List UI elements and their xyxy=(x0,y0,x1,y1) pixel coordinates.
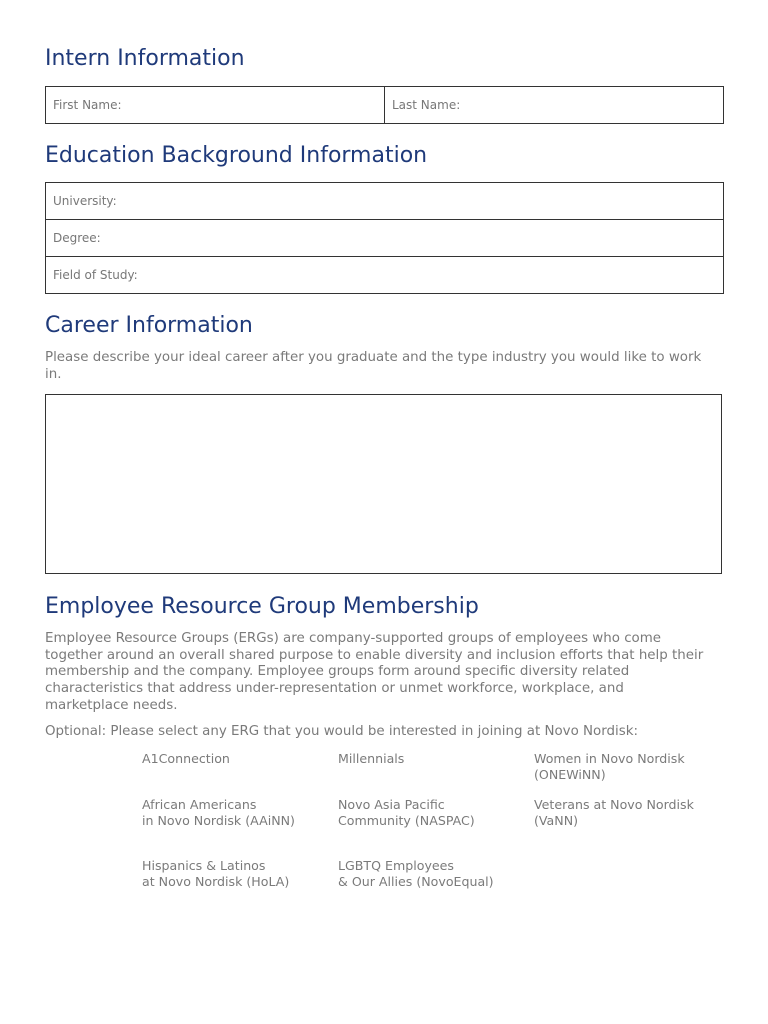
education-heading: Education Background Information xyxy=(45,143,428,168)
erg-option-naspac[interactable] xyxy=(338,797,528,829)
career-heading: Career Information xyxy=(45,313,253,338)
degree-field[interactable] xyxy=(46,220,723,256)
erg-heading: Employee Resource Group Membership xyxy=(45,594,479,619)
erg-option-label-line1: Hispanics & Latinos xyxy=(142,858,266,873)
erg-option-label-line1: African Americans xyxy=(142,797,257,812)
erg-option-label-line1: Women in Novo Nordisk xyxy=(534,751,685,766)
erg-option-label-line1: A1Connection xyxy=(142,751,230,766)
erg-option-novoequal[interactable] xyxy=(338,858,528,890)
erg-option-label-line1: Novo Asia Pacific xyxy=(338,797,445,812)
name-row xyxy=(46,87,723,123)
education-fields xyxy=(45,182,724,294)
erg-option-a1connection[interactable] xyxy=(142,751,332,767)
erg-option-label-line1: Veterans at Novo Nordisk xyxy=(534,797,694,812)
erg-option-label-line2: in Novo Nordisk (AAiNN) xyxy=(142,813,295,828)
erg-option-label-line2: & Our Allies (NovoEqual) xyxy=(338,874,494,889)
university-row xyxy=(46,183,723,219)
erg-option-label-line1: Millennials xyxy=(338,751,405,766)
erg-option-onewinn[interactable] xyxy=(534,751,724,783)
field-of-study-label: Field of Study: xyxy=(53,268,138,282)
degree-row xyxy=(46,219,723,256)
erg-optional-prompt: Optional: Please select any ERG that you would be interested in joining at Novo Nordisk: xyxy=(45,724,638,739)
erg-option-millennials[interactable] xyxy=(338,751,528,767)
intern-name-fields xyxy=(45,86,724,124)
first-name-input[interactable] xyxy=(122,90,384,120)
university-field[interactable] xyxy=(46,183,723,219)
erg-option-label-line2: (ONEWiNN) xyxy=(534,767,606,782)
university-input[interactable] xyxy=(117,186,723,216)
erg-option-label-line2: at Novo Nordisk (HoLA) xyxy=(142,874,290,889)
field-of-study-input[interactable] xyxy=(138,260,723,290)
erg-option-aainn[interactable] xyxy=(142,797,332,829)
degree-input[interactable] xyxy=(101,223,723,253)
last-name-input[interactable] xyxy=(460,90,723,120)
career-prompt: Please describe your ideal career after you graduate and the type industry you would like to work in. xyxy=(45,350,702,382)
erg-option-label-line2: (VaNN) xyxy=(534,813,579,828)
erg-option-vann[interactable] xyxy=(534,797,724,829)
field-of-study-row xyxy=(46,256,723,293)
first-name-label: First Name: xyxy=(53,98,122,112)
erg-option-hola[interactable] xyxy=(142,858,332,890)
last-name-label: Last Name: xyxy=(392,98,461,112)
erg-description: Employee Resource Groups (ERGs) are company-supported groups of employees who come together around an overall shared purpose to enable diversity and inclusion efforts that help their membership and the company. Employee groups form around specific diversity related characteristics that address under-representation or unmet workforce, workplace, and marketplace needs. xyxy=(45,631,704,713)
intern-info-heading: Intern Information xyxy=(45,46,245,71)
field-of-study-field[interactable] xyxy=(46,257,723,293)
first-name-field[interactable] xyxy=(46,87,384,123)
career-description-textarea[interactable] xyxy=(45,394,722,574)
last-name-field[interactable] xyxy=(385,87,723,123)
erg-option-label-line1: LGBTQ Employees xyxy=(338,858,454,873)
university-label: University: xyxy=(53,194,117,208)
erg-option-label-line2: Community (NASPAC) xyxy=(338,813,475,828)
degree-label: Degree: xyxy=(53,231,101,245)
